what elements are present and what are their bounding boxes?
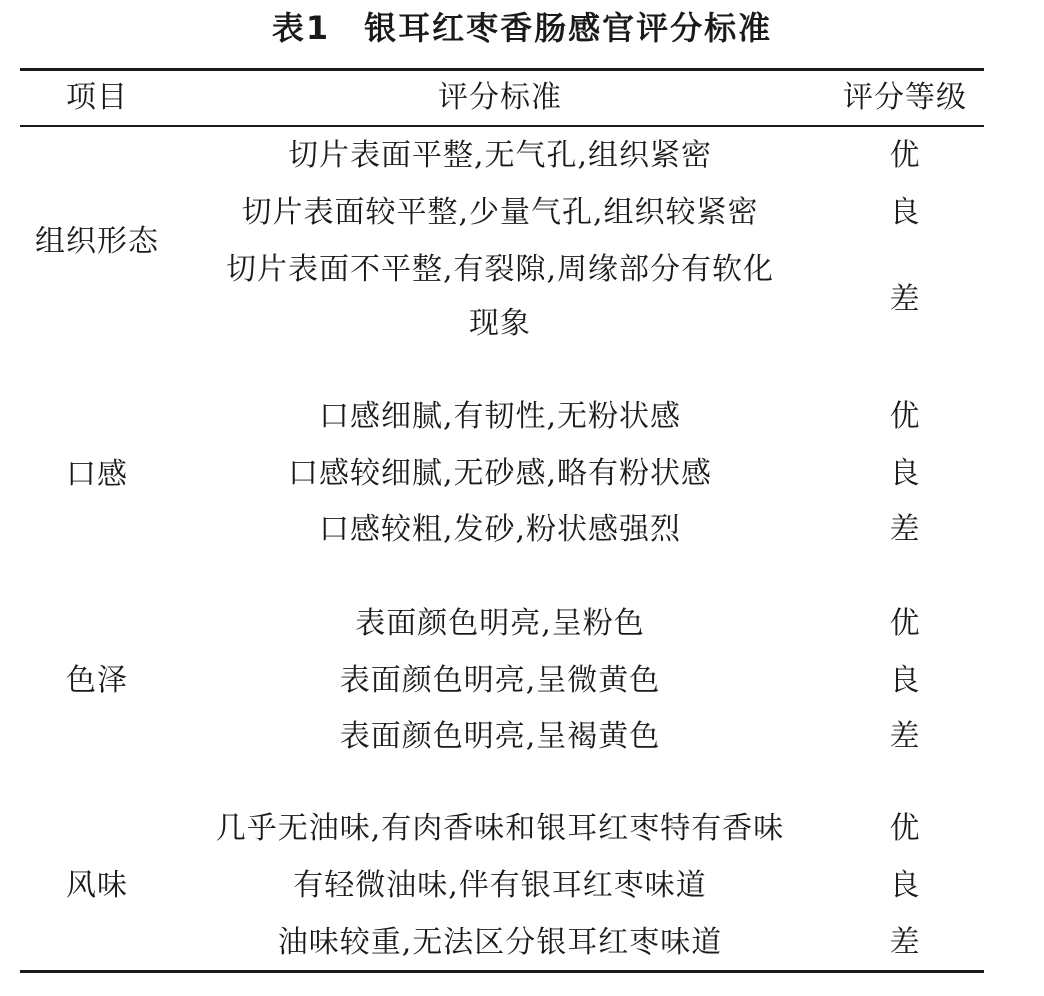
header-standard: 评分标准 — [438, 80, 562, 115]
header-rule — [20, 125, 984, 127]
standard-cell: 表面颜色明亮,呈褐黄色 — [339, 719, 661, 754]
level-cell: 良 — [889, 663, 921, 698]
item-texture: 组织形态 — [35, 224, 159, 259]
level-cell: 差 — [889, 719, 921, 754]
header-level: 评分等级 — [843, 80, 967, 115]
standard-cell: 切片表面不平整,有裂隙,周缘部分有软化 — [225, 252, 775, 287]
standard-cell: 切片表面平整,无气孔,组织紧密 — [287, 138, 713, 173]
item-color: 色泽 — [66, 663, 128, 698]
standard-cell: 切片表面较平整,少量气孔,组织较紧密 — [241, 195, 759, 230]
level-cell: 优 — [889, 811, 921, 846]
level-cell: 优 — [889, 606, 921, 641]
standard-cell: 口感细腻,有韧性,无粉状感 — [318, 399, 682, 434]
level-cell: 优 — [889, 138, 921, 173]
top-rule — [20, 68, 984, 71]
level-cell: 优 — [889, 399, 921, 434]
standard-cell: 有轻微油味,伴有银耳红枣味道 — [293, 868, 707, 903]
item-flavor: 风味 — [66, 868, 128, 903]
level-cell: 差 — [889, 925, 921, 960]
standard-cell: 口感较粗,发砂,粉状感强烈 — [318, 512, 682, 547]
level-cell: 良 — [889, 195, 921, 230]
table-number: 表1 — [271, 9, 331, 47]
item-mouthfeel: 口感 — [66, 457, 128, 492]
table-title — [0, 6, 1044, 50]
level-cell: 良 — [889, 456, 921, 491]
standard-cell: 表面颜色明亮,呈微黄色 — [339, 663, 661, 698]
standard-cell: 油味较重,无法区分银耳红枣味道 — [277, 925, 723, 960]
level-cell: 差 — [889, 282, 921, 317]
standard-cell: 口感较细腻,无砂感,略有粉状感 — [287, 456, 713, 491]
standard-cell: 几乎无油味,有肉香味和银耳红枣特有香味 — [215, 811, 785, 846]
standard-cell: 表面颜色明亮,呈粉色 — [355, 606, 645, 641]
level-cell: 良 — [889, 868, 921, 903]
header-item: 项目 — [66, 80, 128, 115]
level-cell: 差 — [889, 512, 921, 547]
table-title-text: 银耳红枣香肠感官评分标准 — [364, 9, 773, 47]
bottom-rule — [20, 970, 984, 973]
standard-cell-continued: 现象 — [469, 306, 531, 341]
